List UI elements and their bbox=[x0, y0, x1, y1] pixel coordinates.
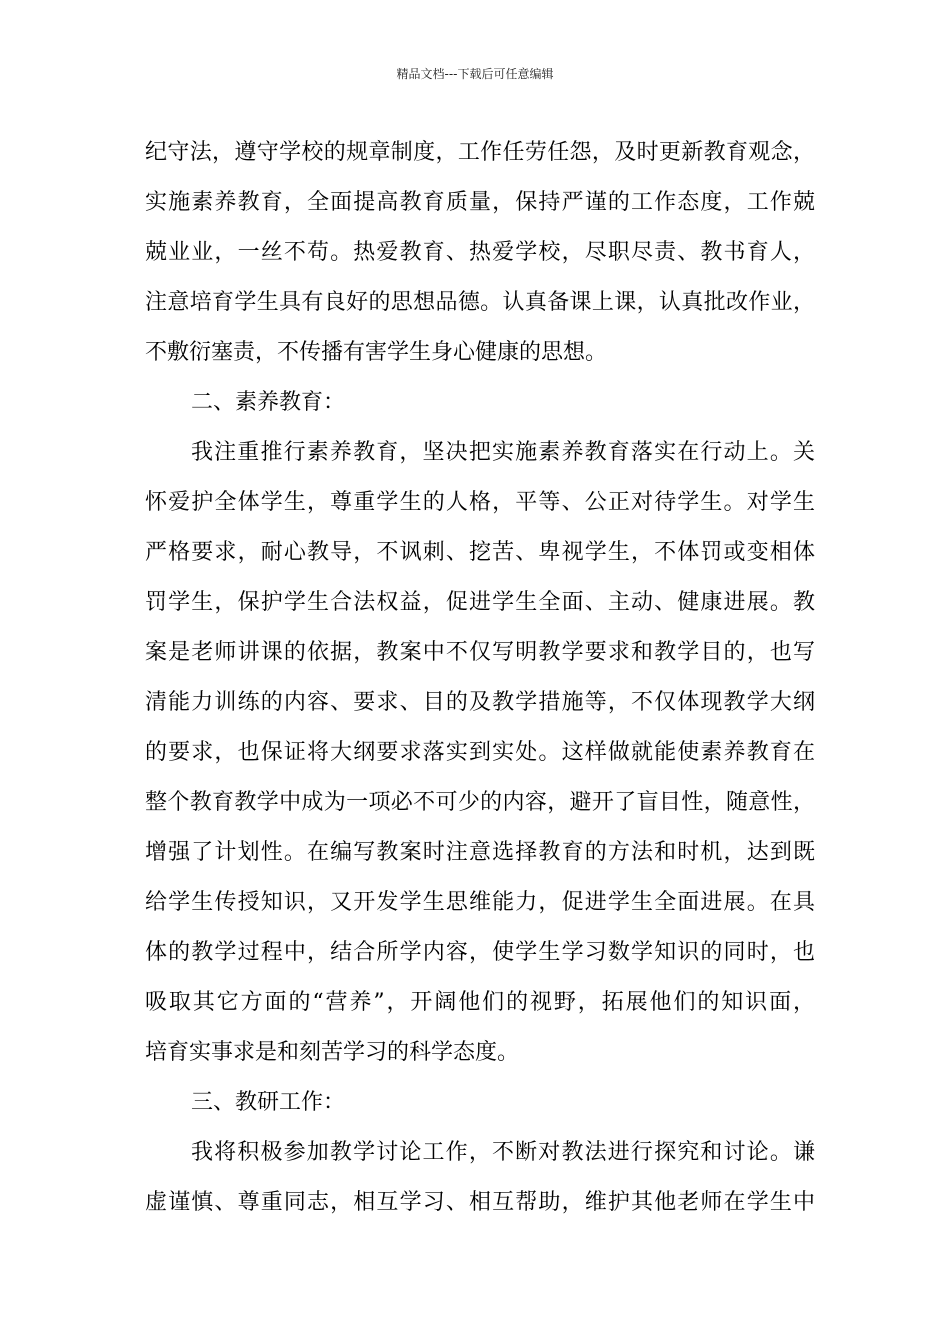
text-line: 吸取其它方面的“营养”，开阔他们的视野，拓展他们的知识面， bbox=[145, 990, 815, 1015]
section-heading: 三、教研工作： bbox=[191, 1090, 346, 1115]
text-line: 体的教学过程中，结合所学内容，使学生学习数学知识的同时，也 bbox=[145, 940, 815, 965]
text-line: 的要求，也保证将大纲要求落实到实处。这样做就能使素养教育在 bbox=[145, 740, 815, 765]
text-line: 不敷衍塞责，不传播有害学生身心健康的思想。 bbox=[145, 340, 608, 365]
text-line: 培育实事求是和刻苦学习的科学态度。 bbox=[145, 1040, 520, 1065]
text-line: 罚学生，保护学生合法权益，促进学生全面、主动、健康进展。教 bbox=[145, 590, 815, 615]
text-line: 怀爱护全体学生，尊重学生的人格，平等、公正对待学生。对学生 bbox=[145, 490, 815, 515]
text-line: 案是老师讲课的依据，教案中不仅写明教学要求和教学目的，也写 bbox=[145, 640, 815, 665]
text-line: 严格要求，耐心教导，不讽刺、挖苦、卑视学生，不体罚或变相体 bbox=[145, 540, 815, 565]
page-header: 精品文档---下载后可任意编辑 bbox=[396, 67, 554, 81]
text-line: 纪守法，遵守学校的规章制度，工作任劳任怨，及时更新教育观念， bbox=[145, 140, 815, 165]
text-line: 我将积极参加教学讨论工作，不断对教法进行探究和讨论。谦 bbox=[191, 1140, 815, 1165]
text-line: 注意培育学生具有良好的思想品德。认真备课上课，认真批改作业， bbox=[145, 290, 815, 315]
text-line: 兢业业，一丝不苟。热爱教育、热爱学校，尽职尽责、教书育人， bbox=[145, 240, 815, 265]
text-line: 给学生传授知识，又开发学生思维能力，促进学生全面进展。在具 bbox=[145, 890, 815, 915]
text-line: 我注重推行素养教育，坚决把实施素养教育落实在行动上。关 bbox=[191, 440, 815, 465]
text-line: 整个教育教学中成为一项必不可少的内容，避开了盲目性，随意性， bbox=[145, 790, 815, 815]
section-heading: 二、素养教育： bbox=[191, 390, 346, 415]
text-line: 实施素养教育，全面提高教育质量，保持严谨的工作态度，工作兢 bbox=[145, 190, 815, 215]
text-line: 清能力训练的内容、要求、目的及教学措施等，不仅体现教学大纲 bbox=[145, 690, 815, 715]
text-line: 虚谨慎、尊重同志，相互学习、相互帮助，维护其他老师在学生中 bbox=[145, 1190, 815, 1215]
document-body bbox=[145, 128, 815, 1228]
text-line: 增强了计划性。在编写教案时注意选择教育的方法和时机，达到既 bbox=[145, 840, 815, 865]
